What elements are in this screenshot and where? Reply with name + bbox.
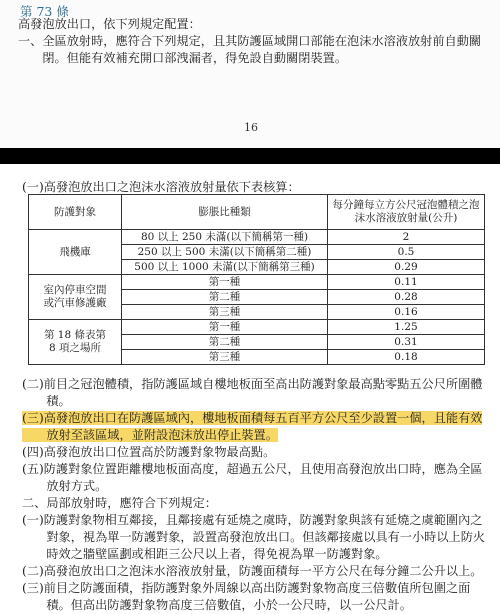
- paragraph-line: 二、局部放射時，應符合下列規定：: [22, 496, 217, 510]
- expansion-type-cell: 第三種: [122, 305, 328, 320]
- paragraph-line: 積。: [22, 394, 71, 408]
- protected-object-cell: 第 18 條表第 8 項之場所: [29, 320, 122, 365]
- article-number: 第 73 條: [20, 4, 69, 19]
- header-cell: 防護對象: [29, 195, 122, 230]
- highlighted-line: [22, 409, 492, 427]
- paragraph-line: 高發泡放出口，依下列規定配置：: [18, 17, 201, 31]
- paragraph-line: 對象，視為單一防護對象，設置高發泡放出口。但該鄰接處以具有一小時以上防火: [22, 530, 486, 544]
- rate-value-cell: 2: [328, 230, 485, 245]
- paragraph-line: (一)防護對象物相互鄰接，且鄰接處有延燒之虞時，防護對象與該有延燒之虞範圍內之: [22, 513, 483, 527]
- expansion-type-cell: 第二種: [122, 290, 328, 305]
- expansion-type-cell: 第三種: [122, 350, 328, 365]
- highlight-mark: 放射至該區域，並附設泡沫放出停止裝置。: [22, 428, 278, 442]
- rate-value-cell: 0.29: [328, 260, 485, 275]
- rate-value-cell: 0.11: [328, 275, 485, 290]
- paragraph-line: (三)前目之防護面積，指防護對象外周線以高出防護對象物高度三倍數值所包圍之面: [22, 581, 471, 595]
- expansion-type-cell: 第一種: [122, 320, 328, 335]
- rate-value-cell: 0.16: [328, 305, 485, 320]
- paragraph-line: 一、全區放射時，應符合下列規定，且其防護區域開口部能在泡沫水溶液放射前自動關: [18, 34, 482, 48]
- rate-value-cell: 1.25: [328, 320, 485, 335]
- paragraph-line: (五)防護對象位置距離樓地板面高度，超過五公尺，且使用高發泡放出口時，應為全區: [22, 462, 483, 476]
- paragraph-line: 放射方式。: [22, 479, 108, 493]
- rate-value-cell: 0.28: [328, 290, 485, 305]
- paragraph-line: (四)高發泡放出口位置高於防護對象物最高點。: [22, 445, 276, 459]
- rate-value-cell: 0.18: [328, 350, 485, 365]
- protected-object-cell: 室內停車空間或汽車修護廠: [29, 275, 122, 320]
- section-title: (一)高發泡放出口之泡沫水溶液放射量依下表核算：: [22, 180, 300, 194]
- header-cell: 膨脹比種類: [122, 195, 328, 230]
- highlight-mark: (三)高發泡放出口在防護區域內，樓地板面積每五百平方公尺至少設置一個，且能有效: [22, 411, 483, 425]
- expansion-type-cell: 250 以上 500 未滿(以下簡稱第二種): [122, 245, 328, 260]
- expansion-type-cell: 第二種: [122, 335, 328, 350]
- page-separator: [0, 148, 500, 164]
- rate-value-cell: 0.31: [328, 335, 485, 350]
- highlighted-line: [22, 426, 492, 444]
- expansion-type-cell: 80 以上 250 未滿(以下簡稱第一種): [122, 230, 328, 245]
- paragraph-line: (二)前目之冠泡體積，指防護區域自樓地板面至高出防護對象最高點零點五公尺所圍體: [22, 377, 483, 391]
- header-cell: 每分鐘每立方公尺冠泡體積之泡沫水溶液放射量(公升): [328, 195, 485, 230]
- paragraph-line: 閉。但能有效補充開口部洩漏者，得免設自動關閉裝置。: [18, 51, 348, 65]
- protected-object-cell: 飛機庫: [29, 230, 122, 275]
- expansion-type-cell: 500 以上 1000 未滿(以下簡稱第三種): [122, 260, 328, 275]
- upper-page: [0, 0, 500, 148]
- rate-value-cell: 0.5: [328, 245, 485, 260]
- paragraph-line: (二)高發泡放出口之泡沫水溶液放射量，防護面積每一平方公尺在每分鐘二公升以上。: [22, 564, 483, 578]
- paragraph-line: 積。但高出防護對象物高度三倍數值，小於一公尺時，以一公尺計。: [22, 598, 412, 612]
- discharge-rate-table: [28, 194, 485, 365]
- paragraph-line: 時效之牆壁區劃或相距三公尺以上者，得免視為單一防護對象。: [22, 547, 388, 561]
- page-number: 16: [244, 121, 258, 134]
- expansion-type-cell: 第一種: [122, 275, 328, 290]
